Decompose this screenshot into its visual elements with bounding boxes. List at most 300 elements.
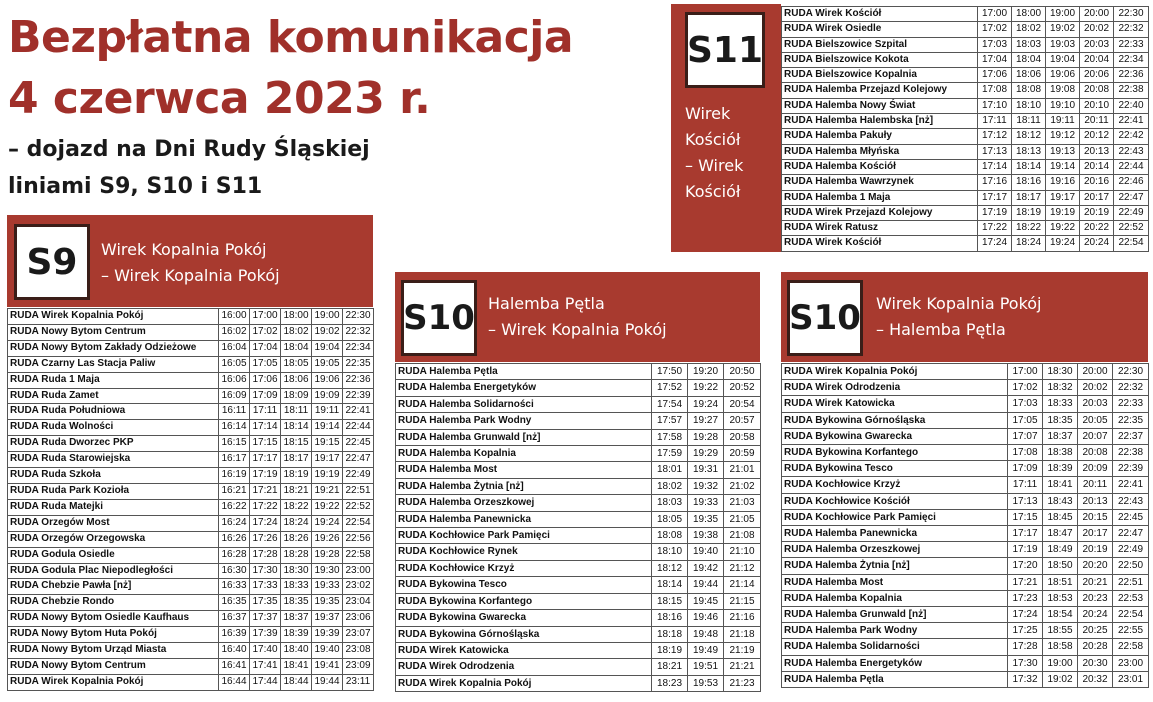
page-title-line1: Bezpłatna komunikacja <box>8 12 574 63</box>
departure-time: 17:13 <box>978 144 1012 159</box>
departure-time: 17:02 <box>250 324 281 340</box>
table-row <box>8 372 374 388</box>
table-row <box>8 436 374 452</box>
s11-route-line: Kościół <box>685 182 741 201</box>
table-row <box>396 462 761 478</box>
table-row <box>782 22 1149 37</box>
departure-time: 22:37 <box>1113 428 1149 444</box>
departure-time: 22:45 <box>343 436 374 452</box>
departure-time: 19:22 <box>312 499 343 515</box>
departure-time: 19:11 <box>1046 114 1080 129</box>
table-row <box>396 544 761 560</box>
departure-time: 22:38 <box>1114 83 1149 98</box>
stop-name: RUDA Wirek Kopalnia Pokój <box>396 675 652 691</box>
departure-time: 16:37 <box>219 611 250 627</box>
stop-name: RUDA Halemba Solidarności <box>396 396 652 412</box>
s10a-route <box>488 291 667 343</box>
table-row <box>782 52 1149 67</box>
table-row <box>396 380 761 396</box>
departure-time: 22:54 <box>1113 607 1149 623</box>
departure-time: 22:42 <box>1114 129 1149 144</box>
departure-time: 16:26 <box>219 531 250 547</box>
stop-name: RUDA Halemba Grunwald [nż] <box>782 607 1008 623</box>
departure-time: 17:02 <box>978 22 1012 37</box>
departure-time: 20:19 <box>1080 205 1114 220</box>
table-row <box>396 528 761 544</box>
departure-time: 18:35 <box>281 595 312 611</box>
stop-name: RUDA Halemba Most <box>782 574 1008 590</box>
departure-time: 20:09 <box>1078 461 1113 477</box>
stop-name: RUDA Nowy Bytom Centrum <box>8 324 219 340</box>
departure-time: 21:14 <box>724 577 761 593</box>
departure-time: 19:31 <box>688 462 724 478</box>
stop-name: RUDA Bykowina Tesco <box>782 461 1008 477</box>
departure-time: 22:32 <box>343 324 374 340</box>
departure-time: 18:11 <box>281 404 312 420</box>
departure-time: 19:14 <box>1046 159 1080 174</box>
stop-name: RUDA Nowy Bytom Osiedle Kaufhaus <box>8 611 219 627</box>
departure-time: 18:12 <box>652 560 688 576</box>
departure-time: 18:16 <box>1012 175 1046 190</box>
stop-name: RUDA Halemba Panewnicka <box>782 526 1008 542</box>
departure-time: 16:15 <box>219 436 250 452</box>
s9-badge: S9 <box>14 224 90 300</box>
departure-time: 19:35 <box>688 511 724 527</box>
stop-name: RUDA Halemba Pakuły <box>782 129 978 144</box>
stop-name: RUDA Bykowina Gwarecka <box>782 428 1008 444</box>
departure-time: 16:44 <box>219 674 250 690</box>
departure-time: 20:24 <box>1080 236 1114 251</box>
departure-time: 18:22 <box>281 499 312 515</box>
departure-time: 19:51 <box>688 659 724 675</box>
table-row <box>782 558 1149 574</box>
stop-name: RUDA Halemba Przejazd Kolejowy <box>782 83 978 98</box>
departure-time: 18:45 <box>1043 509 1078 525</box>
table-row <box>782 221 1149 236</box>
departure-time: 21:18 <box>724 626 761 642</box>
departure-time: 22:35 <box>343 356 374 372</box>
stop-name: RUDA Halemba Most <box>396 462 652 478</box>
departure-time: 16:35 <box>219 595 250 611</box>
departure-time: 20:03 <box>1078 396 1113 412</box>
departure-time: 22:32 <box>1113 380 1149 396</box>
departure-time: 19:22 <box>688 380 724 396</box>
departure-time: 22:46 <box>1114 175 1149 190</box>
departure-time: 20:07 <box>1078 428 1113 444</box>
table-row <box>782 412 1149 428</box>
departure-time: 20:14 <box>1080 159 1114 174</box>
table-row <box>782 623 1149 639</box>
table-row <box>396 446 761 462</box>
departure-time: 17:35 <box>250 595 281 611</box>
departure-time: 19:20 <box>688 364 724 380</box>
departure-time: 17:08 <box>978 83 1012 98</box>
departure-time: 20:54 <box>724 396 761 412</box>
departure-time: 18:33 <box>1043 396 1078 412</box>
departure-time: 18:32 <box>1043 380 1078 396</box>
departure-time: 19:00 <box>312 309 343 325</box>
departure-time: 22:47 <box>1113 526 1149 542</box>
stop-name: RUDA Godula Osiedle <box>8 547 219 563</box>
table-row <box>782 190 1149 205</box>
departure-time: 22:33 <box>1113 396 1149 412</box>
departure-time: 22:49 <box>1114 205 1149 220</box>
table-row <box>782 639 1149 655</box>
departure-time: 18:02 <box>281 324 312 340</box>
departure-time: 22:38 <box>1113 445 1149 461</box>
departure-time: 17:14 <box>978 159 1012 174</box>
departure-time: 17:32 <box>1008 671 1043 687</box>
departure-time: 18:10 <box>652 544 688 560</box>
departure-time: 23:11 <box>343 674 374 690</box>
table-row <box>782 574 1149 590</box>
table-row <box>396 478 761 494</box>
departure-time: 20:13 <box>1078 493 1113 509</box>
departure-time: 22:49 <box>1113 542 1149 558</box>
table-row <box>8 674 374 690</box>
departure-time: 17:05 <box>250 356 281 372</box>
table-row <box>8 643 374 659</box>
departure-time: 19:37 <box>312 611 343 627</box>
departure-time: 23:07 <box>343 627 374 643</box>
departure-time: 19:33 <box>688 495 724 511</box>
s10b-badge: S10 <box>787 280 863 356</box>
departure-time: 18:04 <box>281 340 312 356</box>
departure-time: 18:11 <box>1012 114 1046 129</box>
departure-time: 16:11 <box>219 404 250 420</box>
stop-name: RUDA Wirek Kopalnia Pokój <box>782 364 1008 380</box>
departure-time: 20:02 <box>1080 22 1114 37</box>
table-row <box>396 495 761 511</box>
departure-time: 20:12 <box>1080 129 1114 144</box>
departure-time: 18:08 <box>652 528 688 544</box>
departure-time: 16:02 <box>219 324 250 340</box>
stop-name: RUDA Halemba Orzeszkowej <box>782 542 1008 558</box>
departure-time: 23:09 <box>343 658 374 674</box>
departure-time: 19:17 <box>312 452 343 468</box>
departure-time: 18:19 <box>281 468 312 484</box>
departure-time: 21:03 <box>724 495 761 511</box>
departure-time: 18:17 <box>1012 190 1046 205</box>
departure-time: 17:03 <box>1008 396 1043 412</box>
departure-time: 19:11 <box>312 404 343 420</box>
departure-time: 18:24 <box>281 515 312 531</box>
departure-time: 22:55 <box>1113 623 1149 639</box>
departure-time: 18:39 <box>1043 461 1078 477</box>
table-row <box>782 493 1149 509</box>
departure-time: 20:23 <box>1078 590 1113 606</box>
departure-time: 17:52 <box>652 380 688 396</box>
page-subtitle-line2: liniami S9, S10 i S11 <box>8 174 263 199</box>
departure-time: 23:00 <box>1113 655 1149 671</box>
stop-name: RUDA Godula Plac Niepodległości <box>8 563 219 579</box>
departure-time: 18:54 <box>1043 607 1078 623</box>
departure-time: 22:44 <box>1114 159 1149 174</box>
departure-time: 22:41 <box>1114 114 1149 129</box>
s11-route-line: – Wirek <box>685 156 744 175</box>
stop-name: RUDA Bykowina Tesco <box>396 577 652 593</box>
stop-name: RUDA Halemba Kopalnia <box>782 590 1008 606</box>
departure-time: 18:50 <box>1043 558 1078 574</box>
table-row <box>782 526 1149 542</box>
departure-time: 17:17 <box>1008 526 1043 542</box>
stop-name: RUDA Wirek Osiedle <box>782 22 978 37</box>
departure-time: 17:09 <box>250 388 281 404</box>
departure-time: 20:00 <box>1078 364 1113 380</box>
departure-time: 17:22 <box>978 221 1012 236</box>
departure-time: 20:20 <box>1078 558 1113 574</box>
departure-time: 17:20 <box>1008 558 1043 574</box>
departure-time: 16:28 <box>219 547 250 563</box>
stop-name: RUDA Wirek Katowicka <box>396 642 652 658</box>
departure-time: 21:21 <box>724 659 761 675</box>
table-row <box>782 396 1149 412</box>
stop-name: RUDA Halemba Kościół <box>782 159 978 174</box>
stop-name: RUDA Halemba Pętla <box>782 671 1008 687</box>
stop-name: RUDA Czarny Las Stacja Paliw <box>8 356 219 372</box>
table-row <box>782 364 1149 380</box>
departure-time: 18:49 <box>1043 542 1078 558</box>
departure-time: 16:06 <box>219 372 250 388</box>
stop-name: RUDA Ruda Matejki <box>8 499 219 515</box>
stop-name: RUDA Ruda Park Kozioła <box>8 483 219 499</box>
table-row <box>782 236 1149 251</box>
departure-time: 21:19 <box>724 642 761 658</box>
departure-time: 17:03 <box>978 37 1012 52</box>
departure-time: 18:06 <box>281 372 312 388</box>
s9-route-line: Wirek Kopalnia Pokój <box>101 240 267 259</box>
departure-time: 18:00 <box>1012 7 1046 22</box>
departure-time: 22:43 <box>1113 493 1149 509</box>
stop-name: RUDA Nowy Bytom Huta Pokój <box>8 627 219 643</box>
departure-time: 17:30 <box>250 563 281 579</box>
departure-time: 16:39 <box>219 627 250 643</box>
departure-time: 19:48 <box>688 626 724 642</box>
table-row <box>782 83 1149 98</box>
departure-time: 22:51 <box>1113 574 1149 590</box>
table-row <box>782 129 1149 144</box>
table-row <box>8 531 374 547</box>
table-row <box>782 655 1149 671</box>
departure-time: 16:40 <box>219 643 250 659</box>
departure-time: 20:16 <box>1080 175 1114 190</box>
departure-time: 19:02 <box>312 324 343 340</box>
stop-name: RUDA Kochłowice Kościół <box>782 493 1008 509</box>
departure-time: 22:39 <box>1113 461 1149 477</box>
departure-time: 18:30 <box>1043 364 1078 380</box>
departure-time: 18:04 <box>1012 52 1046 67</box>
stop-name: RUDA Kochłowice Rynek <box>396 544 652 560</box>
departure-time: 22:39 <box>343 388 374 404</box>
departure-time: 20:17 <box>1080 190 1114 205</box>
s10a-route-line: Halemba Pętla <box>488 294 605 313</box>
departure-time: 18:14 <box>652 577 688 593</box>
stop-name: RUDA Halemba Wawrzynek <box>782 175 978 190</box>
stop-name: RUDA Halemba Kopalnia <box>396 446 652 462</box>
departure-time: 17:11 <box>1008 477 1043 493</box>
table-row <box>782 477 1149 493</box>
departure-time: 22:36 <box>343 372 374 388</box>
departure-time: 20:06 <box>1080 68 1114 83</box>
departure-time: 21:15 <box>724 593 761 609</box>
departure-time: 19:16 <box>1046 175 1080 190</box>
departure-time: 18:16 <box>652 610 688 626</box>
stop-name: RUDA Wirek Przejazd Kolejowy <box>782 205 978 220</box>
table-row <box>8 547 374 563</box>
stop-name: RUDA Orzegów Orzegowska <box>8 531 219 547</box>
departure-time: 17:24 <box>1008 607 1043 623</box>
departure-time: 18:01 <box>652 462 688 478</box>
departure-time: 19:13 <box>1046 144 1080 159</box>
departure-time: 22:34 <box>343 340 374 356</box>
table-row <box>396 429 761 445</box>
stop-name: RUDA Nowy Bytom Centrum <box>8 658 219 674</box>
departure-time: 17:44 <box>250 674 281 690</box>
departure-time: 17:28 <box>250 547 281 563</box>
departure-time: 17:19 <box>250 468 281 484</box>
departure-time: 16:33 <box>219 579 250 595</box>
departure-time: 20:32 <box>1078 671 1113 687</box>
departure-time: 17:30 <box>1008 655 1043 671</box>
stop-name: RUDA Chebzie Rondo <box>8 595 219 611</box>
table-row <box>8 563 374 579</box>
departure-time: 16:17 <box>219 452 250 468</box>
departure-time: 22:36 <box>1114 68 1149 83</box>
table-row <box>782 159 1149 174</box>
table-row <box>396 511 761 527</box>
stop-name: RUDA Bykowina Górnośląska <box>782 412 1008 428</box>
departure-time: 19:38 <box>688 528 724 544</box>
departure-time: 19:03 <box>1046 37 1080 52</box>
departure-time: 17:54 <box>652 396 688 412</box>
departure-time: 21:02 <box>724 478 761 494</box>
departure-time: 23:06 <box>343 611 374 627</box>
departure-time: 20:58 <box>724 429 761 445</box>
departure-time: 20:24 <box>1078 607 1113 623</box>
departure-time: 18:10 <box>1012 98 1046 113</box>
stop-name: RUDA Ruda 1 Maja <box>8 372 219 388</box>
departure-time: 16:05 <box>219 356 250 372</box>
departure-time: 22:58 <box>343 547 374 563</box>
s10a-route-line: – Wirek Kopalnia Pokój <box>488 320 667 339</box>
departure-time: 19:41 <box>312 658 343 674</box>
departure-time: 19:32 <box>688 478 724 494</box>
departure-time: 18:15 <box>652 593 688 609</box>
departure-time: 17:10 <box>978 98 1012 113</box>
s10a-timetable <box>395 363 761 692</box>
stop-name: RUDA Bykowina Korfantego <box>782 445 1008 461</box>
departure-time: 17:19 <box>978 205 1012 220</box>
departure-time: 19:04 <box>1046 52 1080 67</box>
departure-time: 20:11 <box>1080 114 1114 129</box>
departure-time: 22:58 <box>1113 639 1149 655</box>
table-row <box>396 626 761 642</box>
departure-time: 18:14 <box>1012 159 1046 174</box>
departure-time: 16:41 <box>219 658 250 674</box>
departure-time: 16:21 <box>219 483 250 499</box>
stop-name: RUDA Bykowina Korfantego <box>396 593 652 609</box>
departure-time: 19:10 <box>1046 98 1080 113</box>
table-row <box>782 114 1149 129</box>
departure-time: 17:28 <box>1008 639 1043 655</box>
departure-time: 18:12 <box>1012 129 1046 144</box>
departure-time: 18:19 <box>652 642 688 658</box>
departure-time: 18:21 <box>652 659 688 675</box>
departure-time: 17:00 <box>250 309 281 325</box>
departure-time: 22:40 <box>1114 98 1149 113</box>
stop-name: RUDA Chebzie Pawła [nż] <box>8 579 219 595</box>
departure-time: 22:43 <box>1114 144 1149 159</box>
departure-time: 18:37 <box>281 611 312 627</box>
stop-name: RUDA Halemba Młyńska <box>782 144 978 159</box>
table-row <box>396 413 761 429</box>
departure-time: 20:08 <box>1078 445 1113 461</box>
departure-time: 18:02 <box>652 478 688 494</box>
departure-time: 19:42 <box>688 560 724 576</box>
departure-time: 20:19 <box>1078 542 1113 558</box>
stop-name: RUDA Halemba Solidarności <box>782 639 1008 655</box>
departure-time: 18:35 <box>1043 412 1078 428</box>
departure-time: 17:23 <box>1008 590 1043 606</box>
departure-time: 20:57 <box>724 413 761 429</box>
departure-time: 23:08 <box>343 643 374 659</box>
departure-time: 19:04 <box>312 340 343 356</box>
departure-time: 18:05 <box>652 511 688 527</box>
departure-time: 20:25 <box>1078 623 1113 639</box>
departure-time: 18:22 <box>1012 221 1046 236</box>
departure-time: 17:14 <box>250 420 281 436</box>
stop-name: RUDA Halemba Energetyków <box>396 380 652 396</box>
departure-time: 17:22 <box>250 499 281 515</box>
departure-time: 20:50 <box>724 364 761 380</box>
table-row <box>8 340 374 356</box>
departure-time: 17:08 <box>1008 445 1043 461</box>
s11-route-line: Wirek <box>685 104 731 123</box>
stop-name: RUDA Halemba Żytnia [nż] <box>396 478 652 494</box>
departure-time: 19:46 <box>688 610 724 626</box>
departure-time: 18:15 <box>281 436 312 452</box>
departure-time: 22:47 <box>343 452 374 468</box>
departure-time: 16:24 <box>219 515 250 531</box>
departure-time: 19:05 <box>312 356 343 372</box>
departure-time: 23:02 <box>343 579 374 595</box>
departure-time: 19:30 <box>312 563 343 579</box>
departure-time: 18:13 <box>1012 144 1046 159</box>
table-row <box>782 68 1149 83</box>
stop-name: RUDA Halemba Energetyków <box>782 655 1008 671</box>
s11-route-line: Kościół <box>685 130 741 149</box>
departure-time: 18:28 <box>281 547 312 563</box>
departure-time: 18:38 <box>1043 445 1078 461</box>
departure-time: 17:09 <box>1008 461 1043 477</box>
stop-name: RUDA Bielszowice Kokota <box>782 52 978 67</box>
departure-time: 20:11 <box>1078 477 1113 493</box>
departure-time: 17:00 <box>978 7 1012 22</box>
s10b-route-line: – Halemba Pętla <box>876 320 1006 339</box>
departure-time: 19:26 <box>312 531 343 547</box>
table-row <box>782 461 1149 477</box>
stop-name: RUDA Ruda Dworzec PKP <box>8 436 219 452</box>
departure-time: 19:29 <box>688 446 724 462</box>
departure-time: 19:49 <box>688 642 724 658</box>
s10b-route-line: Wirek Kopalnia Pokój <box>876 294 1042 313</box>
departure-time: 19:40 <box>312 643 343 659</box>
departure-time: 22:52 <box>343 499 374 515</box>
departure-time: 17:13 <box>1008 493 1043 509</box>
departure-time: 18:44 <box>281 674 312 690</box>
departure-time: 22:54 <box>1114 236 1149 251</box>
departure-time: 22:49 <box>343 468 374 484</box>
